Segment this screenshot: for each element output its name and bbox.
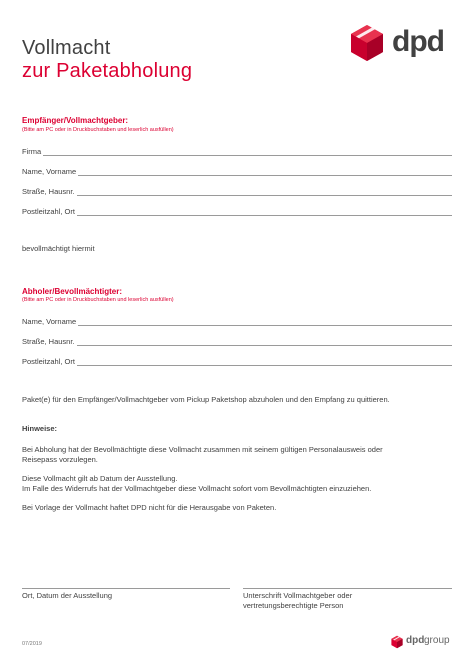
field-collector-name-vorname[interactable] (22, 316, 452, 328)
notes-heading: Hinweise: (22, 424, 58, 433)
dpd-cube-small-icon (390, 635, 404, 649)
signature-right-label-1: Unterschrift Vollmachtgeber oder (243, 591, 353, 600)
field-line (22, 215, 452, 216)
dpd-logo (347, 23, 457, 63)
collector-heading: Abholer/Bevollmächtigter: (22, 287, 123, 296)
notes-p2-line1: Diese Vollmacht gilt ab Datum der Ausstellung. (22, 474, 178, 483)
title-line-2: zur Paketabholung (22, 60, 193, 82)
dpd-logo-text: dpd (392, 25, 444, 58)
field-collector-plz-ort[interactable] (22, 356, 452, 368)
notes-p1-line2: Reisepass vorzulegen. (22, 455, 98, 464)
field-label: Name, Vorname (22, 317, 77, 326)
field-plz-ort[interactable] (22, 206, 452, 218)
dpd-cube-icon (347, 23, 387, 63)
authorizes-text: bevollmächtigt hiermit (22, 244, 95, 253)
field-name-vorname[interactable] (22, 166, 452, 178)
field-label: Name, Vorname (22, 167, 77, 176)
field-line (22, 345, 452, 346)
field-line (22, 365, 452, 366)
field-line (22, 325, 452, 326)
field-line (22, 155, 452, 156)
field-label: Postleitzahl, Ort (22, 207, 75, 216)
field-label: Postleitzahl, Ort (22, 357, 75, 366)
notes-p3: Bei Vorlage der Vollmacht haftet DPD nicht für die Herausgabe von Paketen. (22, 503, 277, 512)
dpdgroup-logo-group: group (424, 635, 450, 646)
field-line (22, 195, 452, 196)
signature-line-right[interactable] (243, 588, 452, 589)
field-label: Firma (22, 147, 42, 156)
dpdgroup-logo-dpd: dpd (406, 635, 425, 646)
signature-line-left[interactable] (22, 588, 230, 589)
field-collector-strasse-hausnr[interactable] (22, 336, 452, 348)
field-firma[interactable] (22, 146, 452, 158)
notes-p1-line1: Bei Abholung hat der Bevollmächtigte diese Vollmacht zusammen mit seinem gültigen Personalausweis oder (22, 445, 383, 454)
version-label: 07/2019 (22, 641, 42, 647)
field-line (22, 175, 452, 176)
notes-p2-line2: Im Falle des Widerrufs hat der Vollmachtgeber diese Vollmacht sofort vom Bevollmächtigten einzuziehen. (22, 484, 372, 493)
field-strasse-hausnr[interactable] (22, 186, 452, 198)
recipient-hint: (Bitte am PC oder in Druckbuchstaben und leserlich ausfüllen) (22, 127, 174, 133)
collector-hint: (Bitte am PC oder in Druckbuchstaben und leserlich ausfüllen) (22, 297, 174, 303)
title-line-1: Vollmacht (22, 37, 111, 59)
field-label: Straße, Hausnr. (22, 337, 75, 346)
dpdgroup-logo (390, 634, 454, 650)
signature-right-label-2: vertretungsberechtigte Person (243, 601, 344, 610)
field-label: Straße, Hausnr. (22, 187, 75, 196)
signature-left-label: Ort, Datum der Ausstellung (22, 591, 113, 600)
recipient-heading: Empfänger/Vollmachtgeber: (22, 116, 129, 125)
purpose-text: Paket(e) für den Empfänger/Vollmachtgeber vom Pickup Paketshop abzuholen und den Empfang zu quittieren. (22, 395, 390, 404)
